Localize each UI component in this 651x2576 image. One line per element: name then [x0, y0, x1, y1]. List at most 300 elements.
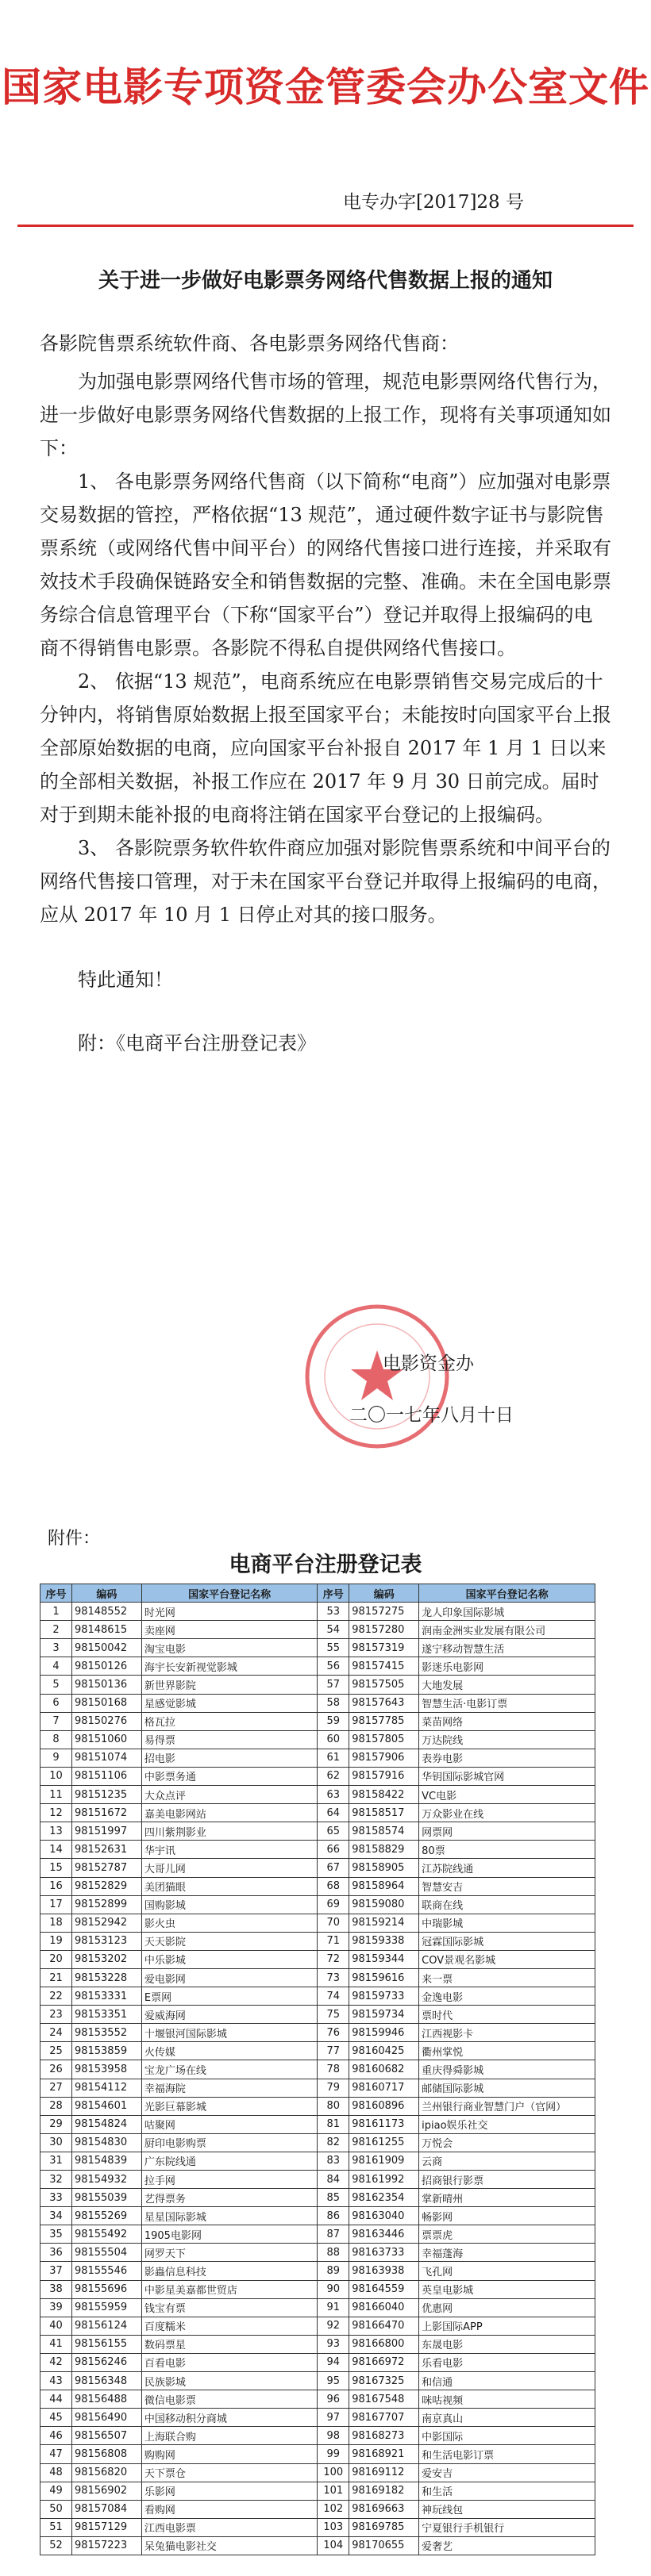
row-platform-name: 乐看电影 — [419, 2353, 595, 2371]
row-number: 91 — [318, 2298, 349, 2317]
row-platform-name: 卖座网 — [141, 1621, 317, 1639]
row-platform-name: 招电影 — [141, 1749, 317, 1767]
table-row — [40, 2262, 595, 2280]
row-number: 28 — [40, 2097, 72, 2115]
table-row — [40, 1822, 595, 1841]
row-code: 98159946 — [349, 2024, 419, 2042]
row-number: 104 — [318, 2536, 349, 2555]
row-number: 20 — [40, 1950, 72, 1968]
notice-body — [40, 365, 611, 1060]
row-number: 92 — [318, 2317, 349, 2335]
row-platform-name: 东晟电影 — [419, 2335, 595, 2353]
row-code: 98153228 — [71, 1968, 141, 1987]
row-platform-name: 中国移动积分商城 — [141, 2409, 317, 2427]
row-platform-name: 龙人印象国际影城 — [419, 1603, 595, 1621]
row-code: 98169663 — [349, 2500, 419, 2518]
row-code: 98163938 — [349, 2262, 419, 2280]
table-row — [40, 2207, 595, 2225]
row-number: 73 — [318, 1968, 349, 1987]
row-platform-name: 江西视影卡 — [419, 2024, 595, 2042]
row-platform-name: 飞孔网 — [419, 2262, 595, 2280]
row-number: 94 — [318, 2353, 349, 2371]
table-row — [40, 1987, 595, 2006]
table-row — [40, 2500, 595, 2518]
row-code: 98160682 — [349, 2060, 419, 2079]
table-row — [40, 1749, 595, 1767]
row-code: 98153331 — [71, 1987, 141, 2006]
row-code: 98154830 — [71, 2133, 141, 2152]
row-code: 98163446 — [349, 2225, 419, 2244]
row-number: 50 — [40, 2500, 72, 2518]
row-number: 7 — [40, 1712, 72, 1730]
table-row — [40, 1694, 595, 1712]
row-number: 43 — [40, 2372, 72, 2390]
table-row — [40, 1950, 595, 1968]
row-number: 42 — [40, 2353, 72, 2371]
row-number: 17 — [40, 1895, 72, 1914]
row-platform-name: 天天影院 — [141, 1932, 317, 1950]
row-number: 100 — [318, 2463, 349, 2482]
row-platform-name: 润南金洲实业发展有限公司 — [419, 1621, 595, 1639]
row-number: 11 — [40, 1786, 72, 1804]
row-number: 58 — [318, 1694, 349, 1712]
row-number: 60 — [318, 1730, 349, 1749]
row-number: 8 — [40, 1730, 72, 1749]
row-code: 98156246 — [71, 2353, 141, 2371]
row-code: 98152942 — [71, 1914, 141, 1932]
row-number: 64 — [318, 1804, 349, 1822]
item-1-paragraph: 1、 各电影票务网络代售商（以下简称“电商”）应加强对电影票交易数据的管控，严格依据“13 规范”，通过硬件数字证书与影院售票系统（或网络代售中间平台）的网络代售接口进行连接，并采取有效技术手段确保链路安全和销售数据的完整、准确。未在全国电影票务综合信息管理平台（下称“国家平台”）登记并取得上报编码的电商不得销售电影票。各影院不得私自提供网络代售接口。 — [40, 470, 611, 659]
table-row — [40, 2189, 595, 2207]
row-platform-name: 国购影城 — [141, 1895, 317, 1914]
row-platform-name: 拉手网 — [141, 2171, 317, 2189]
row-platform-name: 万悦会 — [419, 2133, 595, 2152]
row-number: 85 — [318, 2189, 349, 2207]
row-platform-name: 艺得票务 — [141, 2189, 317, 2207]
row-platform-name: 菜苗网络 — [419, 1712, 595, 1730]
row-platform-name: 和信通 — [419, 2372, 595, 2390]
row-platform-name: 星星国际影城 — [141, 2207, 317, 2225]
row-code: 98158422 — [349, 1786, 419, 1804]
row-platform-name: 四川紫荆影业 — [141, 1822, 317, 1841]
table-row — [40, 2042, 595, 2060]
row-code: 98150168 — [71, 1694, 141, 1712]
row-platform-name: 宝龙广场在线 — [141, 2060, 317, 2079]
row-code: 98157785 — [349, 1712, 419, 1730]
row-platform-name: 火传媒 — [141, 2042, 317, 2060]
row-number: 49 — [40, 2482, 72, 2500]
table-row — [40, 1676, 595, 1694]
row-platform-name: 和生活电影订票 — [419, 2445, 595, 2463]
row-code: 98152787 — [71, 1859, 141, 1877]
row-number: 101 — [318, 2482, 349, 2500]
row-number: 79 — [318, 2079, 349, 2097]
row-number: 31 — [40, 2152, 72, 2170]
row-platform-name: 嘉美电影网站 — [141, 1804, 317, 1822]
row-number: 71 — [318, 1932, 349, 1950]
row-platform-name: 数码票星 — [141, 2335, 317, 2353]
row-platform-name: 星感觉影城 — [141, 1694, 317, 1712]
row-platform-name: 华宇讯 — [141, 1841, 317, 1859]
row-number: 93 — [318, 2335, 349, 2353]
row-code: 98157916 — [349, 1767, 419, 1785]
row-platform-name: 和生活 — [419, 2482, 595, 2500]
row-code: 98166470 — [349, 2317, 419, 2335]
row-number: 55 — [318, 1639, 349, 1657]
table-row — [40, 2024, 595, 2042]
row-code: 98153859 — [71, 2042, 141, 2060]
row-code: 98166972 — [349, 2353, 419, 2371]
row-number: 12 — [40, 1804, 72, 1822]
row-platform-name: 爱电影网 — [141, 1968, 317, 1987]
row-number: 18 — [40, 1914, 72, 1932]
addressee: 各影院售票系统软件商、各电影票务网络代售商： — [40, 332, 459, 355]
row-platform-name: 美团猫眼 — [141, 1877, 317, 1895]
table-row — [40, 1639, 595, 1657]
table-row — [40, 2445, 595, 2463]
table-row — [40, 1895, 595, 1914]
row-platform-name: 中乐影城 — [141, 1950, 317, 1968]
row-platform-name: ipiao娱乐社交 — [419, 2115, 595, 2133]
row-code: 98156507 — [71, 2427, 141, 2445]
row-number: 62 — [318, 1767, 349, 1785]
row-code: 98153351 — [71, 2006, 141, 2024]
row-code: 98170655 — [349, 2536, 419, 2555]
row-code: 98157275 — [349, 1603, 419, 1621]
row-code: 98153202 — [71, 1950, 141, 1968]
row-platform-name: 江西电影票 — [141, 2518, 317, 2536]
row-platform-name: 神玩线包 — [419, 2500, 595, 2518]
row-code: 98154112 — [71, 2079, 141, 2097]
row-number: 59 — [318, 1712, 349, 1730]
row-number: 34 — [40, 2207, 72, 2225]
item-2-paragraph: 2、 依据“13 规范”，电商系统应在电影票销售交易完成后的十分钟内，将销售原始数据上报至国家平台；未能按时向国家平台上报全部原始数据的电商，应向国家平台补报自 2017 年 1 月 1 日以来的全部相关数据，补报工作应在 2017 年 9 月 30 日前完成。届时对于到期未能补报的电商将注销在国家平台登记的上报编码。 — [40, 670, 611, 826]
row-code: 98159344 — [349, 1950, 419, 1968]
row-code: 98169785 — [349, 2518, 419, 2536]
row-platform-name: 幸福蓬海 — [419, 2244, 595, 2262]
row-code: 98160425 — [349, 2042, 419, 2060]
row-platform-name: 十堰银河国际影城 — [141, 2024, 317, 2042]
row-code: 98164559 — [349, 2280, 419, 2298]
table-row — [40, 2390, 595, 2409]
row-code: 98167325 — [349, 2372, 419, 2390]
row-platform-name: 新世界影院 — [141, 1676, 317, 1694]
row-number: 65 — [318, 1822, 349, 1841]
row-number: 98 — [318, 2427, 349, 2445]
table-row — [40, 2097, 595, 2115]
row-platform-name: 爱奢艺 — [419, 2536, 595, 2555]
row-platform-name: 时光网 — [141, 1603, 317, 1621]
row-platform-name: 爱威海网 — [141, 2006, 317, 2024]
row-code: 98159080 — [349, 1895, 419, 1914]
row-code: 98159616 — [349, 1968, 419, 1987]
row-platform-name: 天下票仓 — [141, 2463, 317, 2482]
row-platform-name: 华钥国际影城官网 — [419, 1767, 595, 1785]
row-platform-name: 大众点评 — [141, 1786, 317, 1804]
row-number: 22 — [40, 1987, 72, 2006]
row-code: 98151235 — [71, 1786, 141, 1804]
table-row — [40, 1621, 595, 1639]
registration-table-body — [40, 1603, 595, 2555]
row-platform-name: 网票网 — [419, 1822, 595, 1841]
row-number: 6 — [40, 1694, 72, 1712]
row-number: 76 — [318, 2024, 349, 2042]
row-number: 32 — [40, 2171, 72, 2189]
row-code: 98159214 — [349, 1914, 419, 1932]
row-platform-name: 光影巨幕影城 — [141, 2097, 317, 2115]
row-number: 96 — [318, 2390, 349, 2409]
row-code: 98153123 — [71, 1932, 141, 1950]
row-code: 98151997 — [71, 1822, 141, 1841]
row-code: 98167707 — [349, 2409, 419, 2427]
table-row — [40, 1877, 595, 1895]
table-row — [40, 2079, 595, 2097]
table-row — [40, 2115, 595, 2133]
row-number: 57 — [318, 1676, 349, 1694]
attachment-label: 附件： — [48, 1529, 101, 1549]
table-row — [40, 2006, 595, 2024]
row-code: 98161992 — [349, 2171, 419, 2189]
row-code: 98157084 — [71, 2500, 141, 2518]
row-code: 98156902 — [71, 2482, 141, 2500]
row-code: 98161255 — [349, 2133, 419, 2152]
row-number: 99 — [318, 2445, 349, 2463]
table-row — [40, 2171, 595, 2189]
row-code: 98155959 — [71, 2298, 141, 2317]
row-platform-name: 重庆得舜影城 — [419, 2060, 595, 2079]
row-code: 98159338 — [349, 1932, 419, 1950]
row-platform-name: 万众影业在线 — [419, 1804, 595, 1822]
row-code: 98157280 — [349, 1621, 419, 1639]
header-code-right: 编码 — [349, 1584, 419, 1603]
row-number: 82 — [318, 2133, 349, 2152]
table-row — [40, 2152, 595, 2170]
row-code: 98155039 — [71, 2189, 141, 2207]
row-platform-name: 幸福海院 — [141, 2079, 317, 2097]
row-platform-name: 厨印电影购票 — [141, 2133, 317, 2152]
table-row — [40, 2060, 595, 2079]
row-platform-name: 中影票务通 — [141, 1767, 317, 1785]
row-platform-name: 票票虎 — [419, 2225, 595, 2244]
row-platform-name: 掌新晴州 — [419, 2189, 595, 2207]
row-code: 98150276 — [71, 1712, 141, 1730]
row-number: 29 — [40, 2115, 72, 2133]
table-row — [40, 2409, 595, 2427]
row-code: 98162354 — [349, 2189, 419, 2207]
row-platform-name: E票网 — [141, 1987, 317, 2006]
row-code: 98157129 — [71, 2518, 141, 2536]
row-platform-name: 影火虫 — [141, 1914, 317, 1932]
row-number: 68 — [318, 1877, 349, 1895]
row-number: 70 — [318, 1914, 349, 1932]
row-platform-name: 百度糯米 — [141, 2317, 317, 2335]
table-header-row — [40, 1584, 595, 1603]
row-platform-name: 民族影城 — [141, 2372, 317, 2390]
row-code: 98153958 — [71, 2060, 141, 2079]
table-row — [40, 1730, 595, 1749]
row-code: 98154824 — [71, 2115, 141, 2133]
row-number: 67 — [318, 1859, 349, 1877]
row-number: 9 — [40, 1749, 72, 1767]
row-platform-name: 江苏院线通 — [419, 1859, 595, 1877]
row-platform-name: 百看电影 — [141, 2353, 317, 2371]
header-code-left: 编码 — [71, 1584, 141, 1603]
row-platform-name: 南京真山 — [419, 2409, 595, 2427]
attachment-reference: 附：《电商平台注册登记表》 — [78, 1032, 316, 1054]
row-platform-name: 金逸电影 — [419, 1987, 595, 2006]
row-code: 98161173 — [349, 2115, 419, 2133]
document-number: 电专办字[2017]28 号 — [342, 192, 524, 213]
row-number: 77 — [318, 2042, 349, 2060]
table-row — [40, 1603, 595, 1621]
table-row — [40, 1804, 595, 1822]
row-platform-name: 大哥儿网 — [141, 1859, 317, 1877]
row-number: 35 — [40, 2225, 72, 2244]
row-number: 1 — [40, 1603, 72, 1621]
row-code: 98160717 — [349, 2079, 419, 2097]
row-code: 98152631 — [71, 1841, 141, 1859]
signing-date: 二〇一七年八月十日 — [349, 1405, 514, 1426]
row-number: 2 — [40, 1621, 72, 1639]
row-number: 95 — [318, 2372, 349, 2390]
row-number: 56 — [318, 1657, 349, 1676]
row-number: 103 — [318, 2518, 349, 2536]
row-number: 44 — [40, 2390, 72, 2409]
table-row — [40, 2317, 595, 2335]
row-code: 98160896 — [349, 2097, 419, 2115]
table-row — [40, 2536, 595, 2555]
row-platform-name: 呆兔猫电影社交 — [141, 2536, 317, 2555]
row-platform-name: 万达院线 — [419, 1730, 595, 1749]
table-row — [40, 1786, 595, 1804]
table-row — [40, 1841, 595, 1859]
row-platform-name: 票时代 — [419, 2006, 595, 2024]
official-seal-icon — [302, 1301, 453, 1452]
row-code: 98167548 — [349, 2390, 419, 2409]
row-number: 24 — [40, 2024, 72, 2042]
row-code: 98155504 — [71, 2244, 141, 2262]
notice-title: 关于进一步做好电影票务网络代售数据上报的通知 — [98, 269, 553, 293]
row-code: 98151074 — [71, 1749, 141, 1767]
row-platform-name: 冠霖国际影城 — [419, 1932, 595, 1950]
row-platform-name: 邮储国际影城 — [419, 2079, 595, 2097]
row-platform-name: 中影国际 — [419, 2427, 595, 2445]
row-code: 98156490 — [71, 2409, 141, 2427]
row-code: 98150136 — [71, 1676, 141, 1694]
row-number: 19 — [40, 1932, 72, 1950]
row-number: 102 — [318, 2500, 349, 2518]
row-code: 98158829 — [349, 1841, 419, 1859]
row-code: 98154932 — [71, 2171, 141, 2189]
row-number: 27 — [40, 2079, 72, 2097]
row-platform-name: 80票 — [419, 1841, 595, 1859]
row-number: 53 — [318, 1603, 349, 1621]
row-code: 98163040 — [349, 2207, 419, 2225]
table-row — [40, 2518, 595, 2536]
row-platform-name: 看购网 — [141, 2500, 317, 2518]
row-number: 90 — [318, 2280, 349, 2298]
row-code: 98148615 — [71, 1621, 141, 1639]
table-row — [40, 2353, 595, 2371]
row-code: 98159734 — [349, 2006, 419, 2024]
row-number: 81 — [318, 2115, 349, 2133]
row-code: 98150126 — [71, 1657, 141, 1676]
table-row — [40, 2463, 595, 2482]
row-number: 51 — [40, 2518, 72, 2536]
row-platform-name: 钱宝有票 — [141, 2298, 317, 2317]
header-no-left: 序号 — [40, 1584, 72, 1603]
row-number: 14 — [40, 1841, 72, 1859]
row-code: 98169182 — [349, 2482, 419, 2500]
red-divider-rule — [17, 225, 634, 227]
closing-line: 特此通知！ — [78, 969, 173, 991]
row-number: 78 — [318, 2060, 349, 2079]
intro-paragraph: 为加强电影票网络代售市场的管理，规范电影票网络代售行为，进一步做好电影票务网络代售数据的上报工作，现将有关事项通知如下： — [40, 370, 611, 459]
row-code: 98155492 — [71, 2225, 141, 2244]
signature-block — [302, 1301, 540, 1460]
row-code: 98156155 — [71, 2335, 141, 2353]
row-code: 98157805 — [349, 1730, 419, 1749]
row-number: 36 — [40, 2244, 72, 2262]
row-platform-name: 乐影网 — [141, 2482, 317, 2500]
row-number: 33 — [40, 2189, 72, 2207]
row-code: 98157505 — [349, 1676, 419, 1694]
row-platform-name: 英皇电影城 — [419, 2280, 595, 2298]
row-platform-name: 咪咕视频 — [419, 2390, 595, 2409]
row-platform-name: 云商 — [419, 2152, 595, 2170]
row-platform-name: 中影星美嘉都世贸店 — [141, 2280, 317, 2298]
row-code: 98157906 — [349, 1749, 419, 1767]
registration-table — [40, 1584, 595, 2555]
row-number: 74 — [318, 1987, 349, 2006]
row-code: 98158574 — [349, 1822, 419, 1841]
row-code: 98151060 — [71, 1730, 141, 1749]
row-code: 98152899 — [71, 1895, 141, 1914]
row-code: 98151672 — [71, 1804, 141, 1822]
row-platform-name: 大地发展 — [419, 1676, 595, 1694]
row-platform-name: 联商在线 — [419, 1895, 595, 1914]
row-platform-name: 易得票 — [141, 1730, 317, 1749]
row-number: 87 — [318, 2225, 349, 2244]
row-number: 86 — [318, 2207, 349, 2225]
row-code: 98155696 — [71, 2280, 141, 2298]
row-platform-name: 影迷乐电影网 — [419, 1657, 595, 1676]
row-number: 83 — [318, 2152, 349, 2170]
row-code: 98151106 — [71, 1767, 141, 1785]
row-number: 52 — [40, 2536, 72, 2555]
row-platform-name: 影蟲信息科技 — [141, 2262, 317, 2280]
row-number: 61 — [318, 1749, 349, 1767]
row-number: 47 — [40, 2445, 72, 2463]
row-number: 26 — [40, 2060, 72, 2079]
row-platform-name: 智慧生活·电影订票 — [419, 1694, 595, 1712]
row-platform-name: 爱安吉 — [419, 2463, 595, 2482]
row-number: 69 — [318, 1895, 349, 1914]
row-number: 15 — [40, 1859, 72, 1877]
row-code: 98155546 — [71, 2262, 141, 2280]
row-platform-name: 智慧安吉 — [419, 1877, 595, 1895]
row-code: 98154601 — [71, 2097, 141, 2115]
table-row — [40, 2372, 595, 2390]
row-number: 48 — [40, 2463, 72, 2482]
row-number: 46 — [40, 2427, 72, 2445]
row-number: 38 — [40, 2280, 72, 2298]
table-row — [40, 1859, 595, 1877]
row-platform-name: 宁夏银行手机银行 — [419, 2518, 595, 2536]
row-platform-name: 畅影网 — [419, 2207, 595, 2225]
row-platform-name: 海宇长安新视觉影城 — [141, 1657, 317, 1676]
row-number: 84 — [318, 2171, 349, 2189]
